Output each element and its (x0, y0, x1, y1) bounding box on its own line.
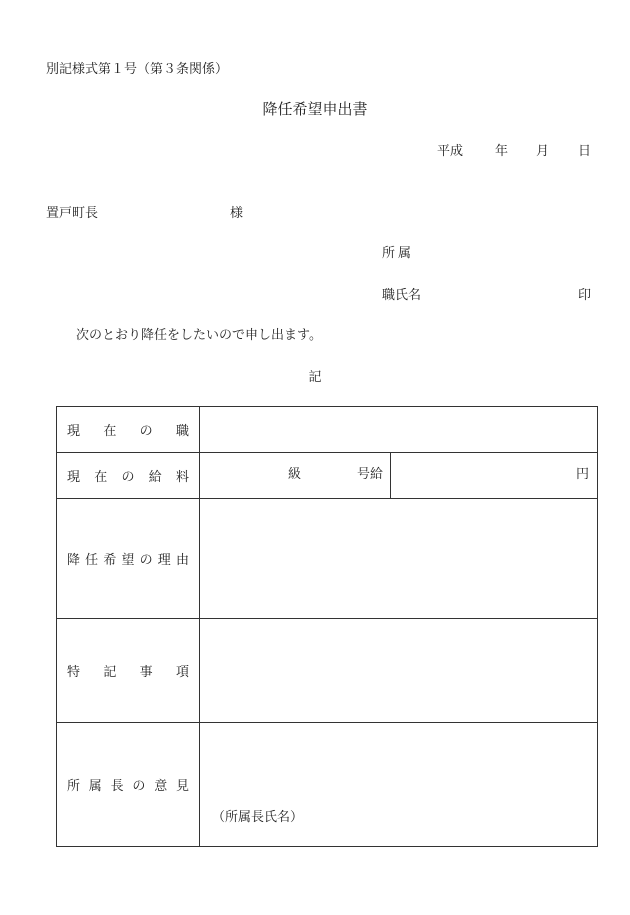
supervisor-opinion-label: 所 属 長 の 意 見 (67, 779, 189, 794)
table-row-special-notes (57, 619, 597, 723)
yen-label: 円 (575, 467, 589, 482)
table-row-current-position (57, 407, 597, 453)
request-text: 次のとおり降任をしたいので申し出ます。 (76, 328, 322, 343)
current-salary-label: 現 在 の 給 料 (67, 470, 189, 485)
grade-label: 級 (288, 467, 302, 482)
position-name-label: 職氏名 (382, 288, 422, 303)
current-salary-label-cell (57, 453, 200, 498)
special-notes-label: 特 記 事 項 (67, 665, 189, 680)
step-label: 号給 (357, 467, 384, 482)
reason-label: 降 任 希 望 の 理 由 (67, 553, 189, 568)
current-position-label: 現 在 の 職 (67, 424, 189, 439)
reason-label-cell (57, 499, 200, 618)
supervisor-opinion-field[interactable] (200, 723, 597, 846)
addressee: 置戸町長 (46, 206, 99, 221)
table-row-current-salary (57, 453, 597, 499)
reason-field[interactable] (200, 499, 597, 618)
affiliation-label: 所属 (382, 246, 415, 261)
seal-mark: 印 (578, 288, 592, 303)
table-row-supervisor-opinion (57, 723, 597, 846)
form-number: 別記様式第１号（第３条関係） (46, 62, 229, 77)
request-form-table (56, 406, 598, 847)
salary-cell-divider (390, 453, 391, 498)
honorific: 様 (230, 206, 244, 221)
current-position-field[interactable] (200, 407, 597, 452)
supervisor-opinion-label-cell (57, 723, 200, 846)
date-day-label: 日 (578, 144, 592, 159)
date-era: 平成 (437, 144, 464, 159)
current-salary-field[interactable] (200, 453, 597, 498)
date-month-label: 月 (536, 144, 550, 159)
current-position-label-cell (57, 407, 200, 452)
supervisor-name-label: （所属長氏名） (212, 810, 304, 825)
date-year-label: 年 (495, 144, 509, 159)
table-row-reason (57, 499, 597, 619)
document-title: 降任希望申出書 (262, 100, 368, 118)
special-notes-label-cell (57, 619, 200, 722)
special-notes-field[interactable] (200, 619, 597, 722)
record-heading: 記 (308, 370, 322, 385)
